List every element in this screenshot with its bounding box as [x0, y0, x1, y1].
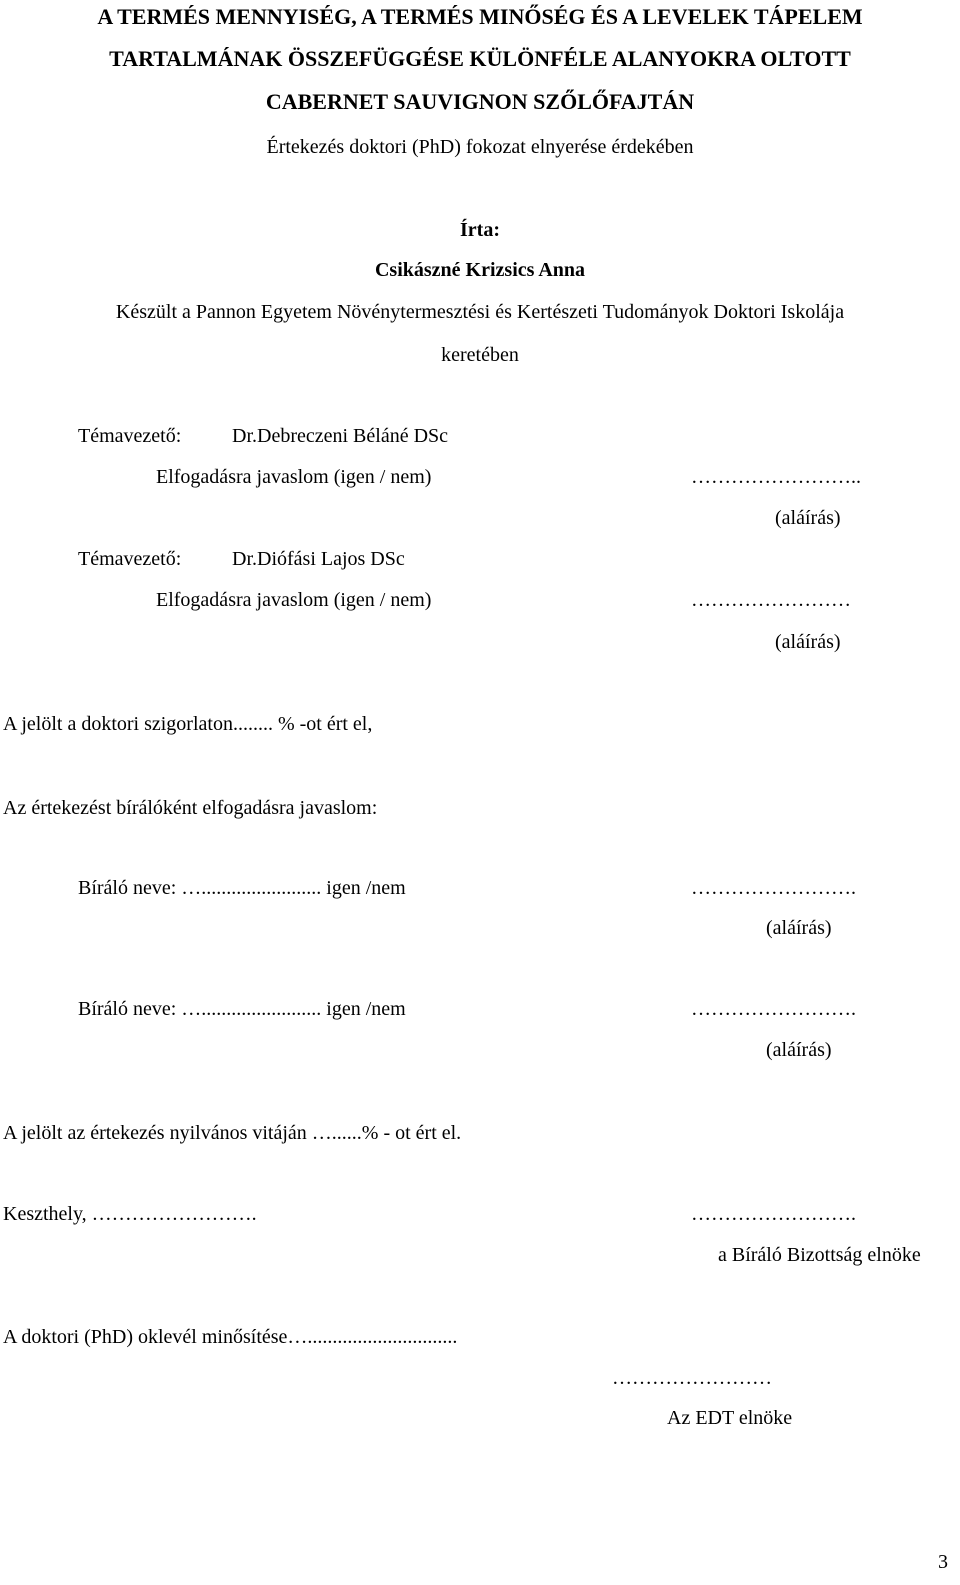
- institution-line-1: Készült a Pannon Egyetem Növénytermesztési és Kertészeti Tudományok Doktori Iskolája: [115, 301, 845, 323]
- supervisor-2-label: Témavezető:: [78, 548, 182, 570]
- title-line-3: CABERNET SAUVIGNON SZŐLŐFAJTÁN: [265, 89, 695, 114]
- subtitle: Értekezés doktori (PhD) fokozat elnyerése érdekében: [266, 136, 694, 158]
- defense-result-line: A jelölt az értekezés nyilvános vitáján …......% - ot ért el.: [3, 1122, 462, 1144]
- supervisor-1-recommendation: Elfogadásra javaslom (igen / nem): [156, 466, 432, 488]
- written-by-label: Írta:: [460, 219, 500, 241]
- reviewer-2-signature-label: (aláírás): [766, 1039, 832, 1061]
- title-line-2: TARTALMÁNAK ÖSSZEFÜGGÉSE KÜLÖNFÉLE ALANYOKRA OLTOTT: [109, 46, 851, 71]
- supervisor-1-signature-line: ……………………..: [691, 466, 861, 488]
- edt-signature-line: ……………………: [612, 1367, 772, 1389]
- committee-signature-line: …………………….: [691, 1203, 856, 1225]
- reviewer-intro: Az értekezést bírálóként elfogadásra javaslom:: [3, 797, 378, 819]
- supervisor-1-signature-label: (aláírás): [775, 507, 841, 529]
- supervisor-2-signature-label: (aláírás): [775, 631, 841, 653]
- reviewer-1-signature-label: (aláírás): [766, 917, 832, 939]
- reviewer-1-line: Bíráló neve: …........................ igen /nem: [78, 877, 406, 899]
- place-line: Keszthely, …………………….: [3, 1203, 257, 1225]
- edt-chair-label: Az EDT elnöke: [667, 1407, 793, 1429]
- supervisor-2-recommendation: Elfogadásra javaslom (igen / nem): [156, 589, 432, 611]
- committee-chair-label: a Bíráló Bizottság elnöke: [718, 1244, 921, 1266]
- supervisor-1-label: Témavezető:: [78, 425, 182, 447]
- supervisor-2-signature-line: ……………………: [691, 589, 851, 611]
- author-name: Csikászné Krizsics Anna: [374, 259, 586, 281]
- title-line-1: A TERMÉS MENNYISÉG, A TERMÉS MINŐSÉG ÉS A LEVELEK TÁPELEM: [97, 4, 863, 29]
- diploma-rating-line: A doktori (PhD) oklevél minősítése…..............................: [3, 1326, 458, 1348]
- supervisor-2-name: Dr.Diófási Lajos DSc: [232, 548, 405, 570]
- exam-result-line: A jelölt a doktori szigorlaton........ % -ot ért el,: [3, 713, 373, 735]
- reviewer-1-signature-line: …………………….: [691, 877, 856, 899]
- reviewer-2-line: Bíráló neve: …........................ igen /nem: [78, 998, 406, 1020]
- institution-line-2: keretében: [441, 344, 519, 366]
- supervisor-1-name: Dr.Debreczeni Béláné DSc: [232, 425, 449, 447]
- reviewer-2-signature-line: …………………….: [691, 998, 856, 1020]
- page-number: 3: [938, 1551, 948, 1573]
